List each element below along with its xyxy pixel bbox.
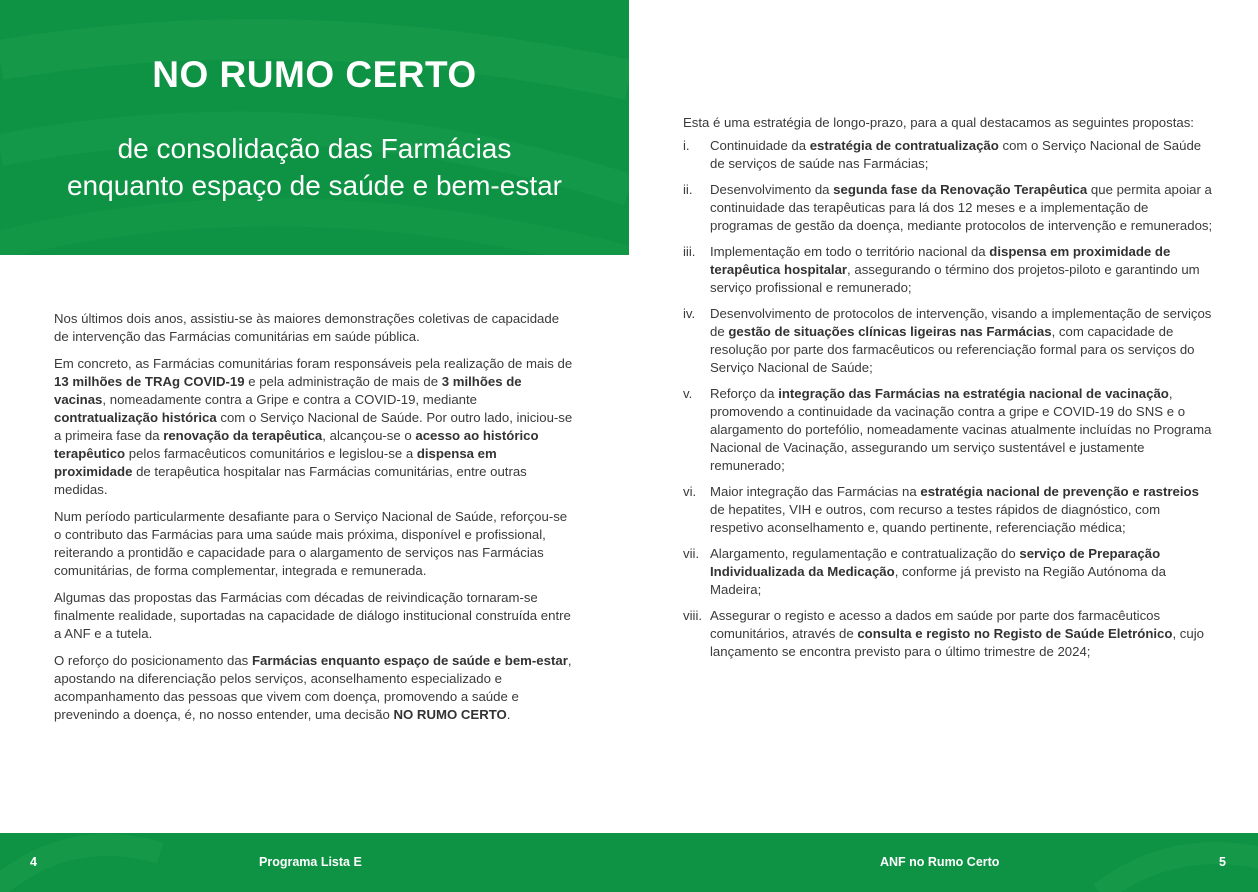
bold-run: gestão de situações clínicas ligeiras nas Farmácias bbox=[728, 324, 1052, 339]
bold-run: NO RUMO CERTO bbox=[393, 707, 507, 722]
text-run: , assegurando o término dos projetos-piloto e garantindo um serviço profissional e remunerado; bbox=[710, 262, 1200, 295]
list-item bbox=[683, 137, 1213, 173]
list-item bbox=[683, 181, 1213, 235]
text-run: , alcançou-se o bbox=[322, 428, 416, 443]
bold-run: acesso ao histórico terapêutico bbox=[54, 428, 539, 461]
text-run: . bbox=[506, 707, 511, 722]
list-item bbox=[683, 385, 1213, 475]
text-run: O reforço do posicionamento das bbox=[54, 653, 252, 668]
list-numeral: iii. bbox=[683, 244, 696, 259]
text-run: Desenvolvimento da bbox=[710, 182, 834, 197]
bold-run: 3 milhões de vacinas bbox=[54, 374, 522, 407]
text-run: que permita apoiar a continuidade das terapêuticas para lá dos 12 meses e a implementação de programas de gestão da doença, mediante protocolos de intervenção e remunerados; bbox=[710, 182, 1213, 233]
list-numeral: iv. bbox=[683, 306, 696, 321]
bold-run: serviço de Preparação Individualizada da Medicação bbox=[710, 546, 1161, 579]
page-title: NO RUMO CERTO bbox=[152, 54, 477, 95]
text-run: Alargamento, regulamentação e contratualização do bbox=[710, 546, 1020, 561]
text-run: de terapêutica hospitalar nas Farmácias comunitárias, entre outras medidas. bbox=[54, 464, 527, 497]
text-run: Assegurar o registo e acesso a dados em saúde por parte dos farmacêuticos comunitários, através de bbox=[710, 608, 1161, 641]
paragraph-5 bbox=[54, 652, 574, 724]
right-column bbox=[683, 114, 1213, 669]
text-run: , apostando na diferenciação pelos serviços, aconselhamento especializado e acompanhamento das pessoas que vivem com doença, promovendo a saúde e prevenindo a doença, é, no nosso entender, uma decisão bbox=[54, 653, 572, 722]
list-item bbox=[683, 545, 1213, 599]
text-run: , nomeadamente contra a Gripe e contra a COVID-19, mediante bbox=[102, 392, 477, 407]
text-run: pelos farmacêuticos comunitários e legislou-se a bbox=[125, 446, 417, 461]
text-run: com o Serviço Nacional de Saúde. Por outro lado, iniciou-se a primeira fase da bbox=[54, 410, 573, 443]
wave-decoration bbox=[0, 0, 629, 255]
page-subtitle bbox=[0, 130, 629, 204]
list-numeral: v. bbox=[683, 386, 693, 401]
bold-run: renovação da terapêutica bbox=[163, 428, 323, 443]
wave-decoration bbox=[0, 833, 1258, 892]
paragraph-3: Num período particularmente desafiante para o Serviço Nacional de Saúde, reforçou-se o contributo das Farmácias para uma saúde mais próxima, disponível e profissional, reiterando a prontidão e capacidade para o alargamento de serviços nas Farmácias comunitárias, de forma complementar, integrada e remunerada. bbox=[54, 509, 568, 578]
bold-run: integração das Farmácias na estratégia nacional de vacinação bbox=[778, 386, 1169, 401]
page-number-right: 5 bbox=[1219, 855, 1226, 869]
list-numeral: ii. bbox=[683, 182, 693, 197]
text-run: Desenvolvimento de protocolos de intervenção, visando a implementação de serviços de bbox=[710, 306, 1212, 339]
proposals-list bbox=[683, 137, 1213, 661]
text-run: , conforme já previsto na Região Autónoma da Madeira; bbox=[710, 564, 1166, 597]
bold-run: dispensa em proximidade de terapêutica hospitalar bbox=[710, 244, 1171, 277]
proposals-intro: Esta é uma estratégia de longo-prazo, para a qual destacamos as seguintes propostas: bbox=[683, 115, 1194, 130]
footer-title-left: Programa Lista E bbox=[259, 855, 362, 869]
bold-run: dispensa em proximidade bbox=[54, 446, 497, 479]
list-numeral: i. bbox=[683, 138, 690, 153]
list-item bbox=[683, 483, 1213, 537]
paragraph-4: Algumas das propostas das Farmácias com décadas de reivindicação tornaram-se finalmente realidade, suportadas na capacidade de diálogo institucional construída entre a ANF e a tutela. bbox=[54, 590, 571, 641]
paragraph-1: Nos últimos dois anos, assistiu-se às maiores demonstrações coletivas de capacidade de intervenção das Farmácias comunitárias em saúde pública. bbox=[54, 311, 560, 344]
list-numeral: vii. bbox=[683, 546, 700, 561]
text-run: Implementação em todo o território nacional da bbox=[710, 244, 990, 259]
list-numeral: vi. bbox=[683, 484, 697, 499]
page-number-left: 4 bbox=[30, 855, 37, 869]
title-banner bbox=[0, 0, 629, 255]
text-run: Continuidade da bbox=[710, 138, 810, 153]
bold-run: estratégia de contratualização bbox=[809, 138, 999, 153]
list-item bbox=[683, 305, 1213, 377]
bold-run: 13 milhões de TRAg COVID-19 bbox=[54, 374, 245, 389]
list-item bbox=[683, 243, 1213, 297]
bold-run: estratégia nacional de prevenção e rastreios bbox=[920, 484, 1199, 499]
bold-run: segunda fase da Renovação Terapêutica bbox=[833, 182, 1088, 197]
page-footer bbox=[0, 833, 1258, 892]
footer-title-right: ANF no Rumo Certo bbox=[880, 855, 1000, 869]
bold-run: Farmácias enquanto espaço de saúde e bem-estar bbox=[251, 653, 568, 668]
left-column bbox=[54, 310, 574, 733]
paragraph-2 bbox=[54, 355, 574, 499]
text-run: com o Serviço Nacional de Saúde de serviços de saúde nas Farmácias; bbox=[710, 138, 1202, 171]
subtitle-line-1: de consolidação das Farmácias bbox=[117, 133, 512, 164]
text-run: e pela administração de mais de bbox=[244, 374, 442, 389]
text-run: Maior integração das Farmácias na bbox=[710, 484, 921, 499]
text-run: de hepatites, VIH e outros, com recurso a testes rápidos de diagnóstico, com respetivo aconselhamento e, quando pertinente, referenciação médica; bbox=[710, 502, 1161, 535]
subtitle-line-2: enquanto espaço de saúde e bem-estar bbox=[66, 170, 563, 201]
text-run: , promovendo a continuidade da vacinação contra a gripe e COVID-19 do SNS e o alargamento do portefólio, nomeadamente vacinas atualmente incluídas no Programa Nacional de Vacinação, assegurando um serviço sustentável e justamente remunerado; bbox=[710, 386, 1212, 473]
text-run: , com capacidade de resolução por parte dos farmacêuticos ou referenciação formal para os serviços do Serviço Nacional de Saúde; bbox=[710, 324, 1195, 375]
list-item bbox=[683, 607, 1213, 661]
bold-run: consulta e registo no Registo de Saúde Eletrónico bbox=[857, 626, 1173, 641]
list-numeral: viii. bbox=[683, 608, 703, 623]
text-run: Reforço da bbox=[710, 386, 779, 401]
text-run: Em concreto, as Farmácias comunitárias foram responsáveis pela realização de mais de bbox=[54, 356, 573, 371]
text-run: , cujo lançamento se encontra previsto para o último trimestre de 2024; bbox=[710, 626, 1204, 659]
bold-run: contratualização histórica bbox=[54, 410, 217, 425]
